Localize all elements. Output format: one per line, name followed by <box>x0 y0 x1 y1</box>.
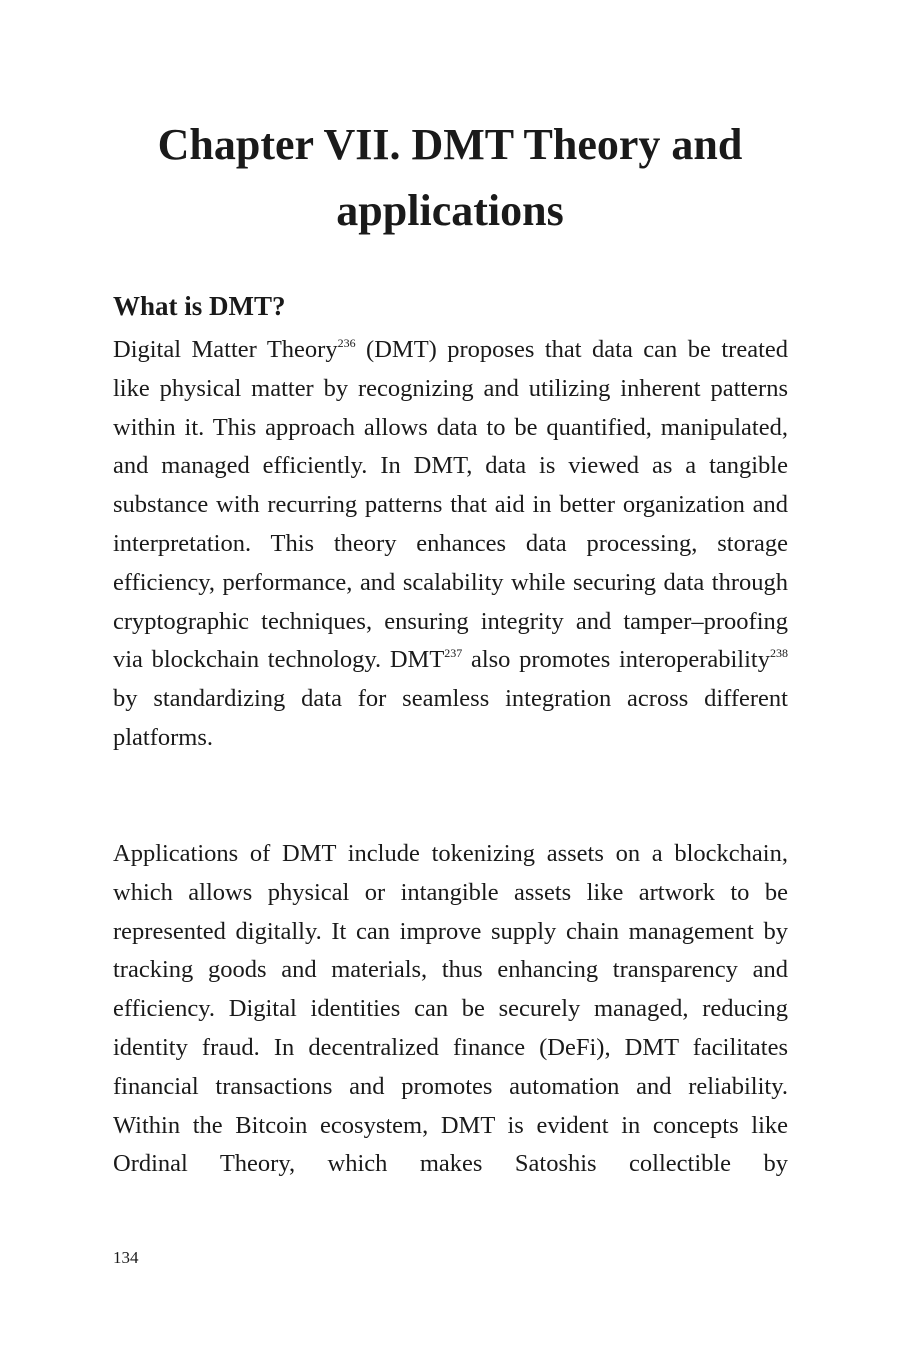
body-paragraph-2: Applications of DMT include tokenizing assets on a blockchain, which allows physical or intangible assets like artwork to be represented digitally. It can improve supply chain management by tracking goods and materials, thus enhancing transparency and efficiency. Digital identities can be securely managed, reducing identity fraud. In decentralized finance (DeFi), DMT facilitates financial transactions and promotes automation and reliability. Within the Bitcoin ecosystem, DMT is evident in concepts like Ordinal Theory, which makes Satoshis collectible by <box>113 840 788 1178</box>
section-heading: What is DMT? <box>113 291 286 321</box>
paragraph-text: (DMT) proposes that data can be treated like physical matter by recognizing and utilizing inherent patterns within it. This approach allows data to be quantified, manipulated, and managed efficiently. In DMT, data is viewed as a tangible substance with recurring patterns that aid in better organization and interpretation. This theory enhances data processing, storage efficiency, performance, and scalability while securing data through cryptographic techniques, ensuring integrity and tamper–proofing via blockchain technology. DMT <box>113 336 789 674</box>
footnote-ref-237[interactable]: 237 <box>444 646 463 661</box>
footnote-ref-236[interactable]: 236 <box>337 336 356 350</box>
footnote-ref-238[interactable]: 238 <box>769 646 788 661</box>
page-number: 134 <box>113 1248 139 1267</box>
body-paragraph-1 <box>113 331 788 758</box>
paragraph-text: by standardizing data for seamless integration across different platforms. <box>113 685 788 751</box>
chapter-title: Chapter VII. DMT Theory and applications <box>157 120 743 235</box>
paragraph-text: also promotes interoperability <box>462 646 770 674</box>
paragraph-text: Digital Matter Theory <box>113 336 338 363</box>
